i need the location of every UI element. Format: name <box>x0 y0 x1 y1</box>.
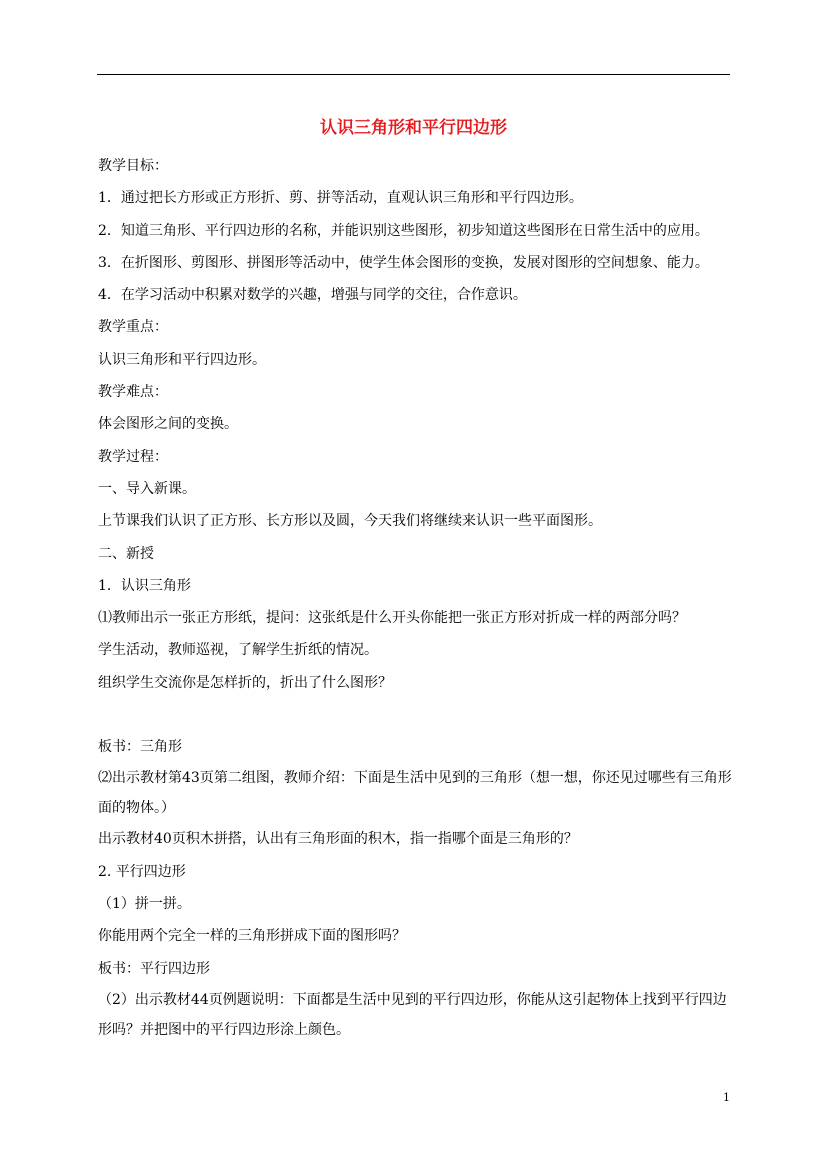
section-heading-objectives: 教学目标： <box>98 158 168 174</box>
objective-1: 1．通过把长方形或正方形折、剪、拼等活动，直观认识三角形和平行四边形。 <box>98 190 583 207</box>
header-rule <box>97 74 730 75</box>
section-heading-key-point: 教学重点： <box>98 319 168 336</box>
subheading-triangle: 1．认识三角形 <box>98 577 191 594</box>
page-number: 1 <box>723 1091 730 1104</box>
objective-4: 4．在学习活动中积累对数学的兴趣，增强与同学的交往，合作意识。 <box>98 287 527 304</box>
board-note-parallelogram: 板书：平行四边形 <box>98 960 210 977</box>
objective-3: 3．在折图形、剪图形、拼图形等活动中，使学生体会图形的变换，发展对图形的空间想象、能力。 <box>98 254 709 271</box>
step-intro: 一、导入新课。 <box>98 480 196 497</box>
paragraph: （1）拼一拼。 <box>98 895 191 912</box>
paragraph: ⑴教师出示一张正方形纸，提问：这张纸是什么开头你能把一张正方形对折成一样的两部分吗？ <box>98 610 686 627</box>
paragraph: 出示教材40页积木拼搭，认出有三角形面的积木，指一指哪个面是三角形的？ <box>98 831 578 848</box>
paragraph: ⑵出示教材第43页第二组图，教师介绍：下面是生活中见到的三角形（想一想，你还见过哪些有三角形面的物体。） <box>98 770 732 817</box>
paragraph: 组织学生交流你是怎样折的，折出了什么图形？ <box>98 674 392 691</box>
board-note-triangle: 板书：三角形 <box>98 739 182 756</box>
difficulty: 体会图形之间的变换。 <box>98 416 238 433</box>
blank-line <box>98 699 732 731</box>
key-point: 认识三角形和平行四边形。 <box>98 351 266 368</box>
objective-2: 2．知道三角形、平行四边形的名称，并能识别这些图形，初步知道这些图形在日常生活中的应用。 <box>98 222 709 239</box>
document-title: 认识三角形和平行四边形 <box>320 118 507 138</box>
document-body <box>98 150 732 1045</box>
section-heading-difficulty: 教学难点： <box>98 384 168 401</box>
section-heading-process: 教学过程： <box>98 448 168 465</box>
paragraph: 学生活动，教师巡视，了解学生折纸的情况。 <box>98 642 378 659</box>
subheading-parallelogram: 2. 平行四边形 <box>98 863 186 880</box>
paragraph: 上节课我们认识了正方形、长方形以及圆，今天我们将继续来认识一些平面图形。 <box>98 513 602 530</box>
paragraph: （2）出示教材44页例题说明：下面都是生活中见到的平行四边形，你能从这引起物体上找到平行四边形吗？并把图中的平行四边形涂上颜色。 <box>98 991 727 1038</box>
step-new: 二、新授 <box>98 545 154 562</box>
paragraph: 你能用两个完全一样的三角形拼成下面的图形吗？ <box>98 928 406 945</box>
